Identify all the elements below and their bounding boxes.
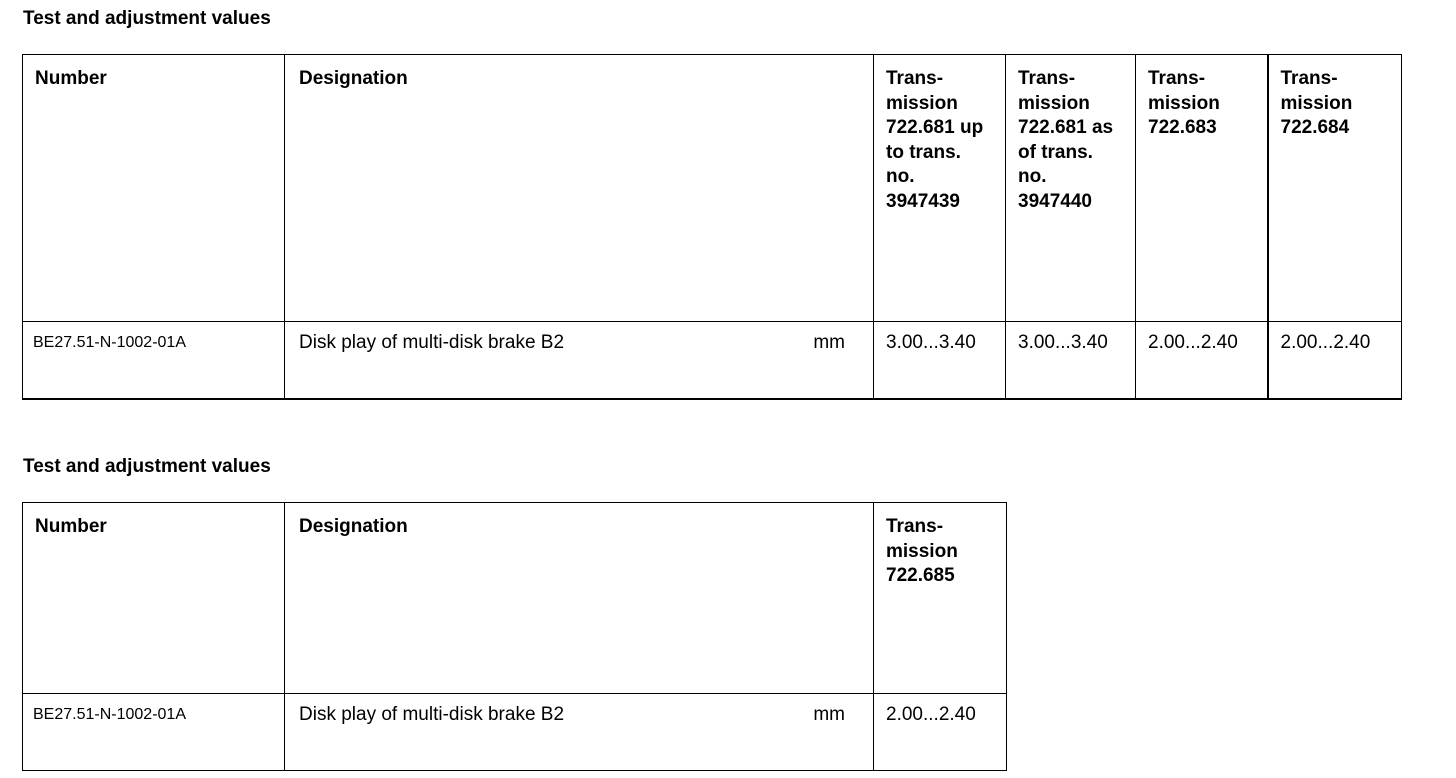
cell-value: 2.00...2.40 (1268, 322, 1402, 400)
cell-value: 2.00...2.40 (874, 694, 1007, 771)
header-line: 722.685 (886, 565, 955, 586)
header-designation: Designation (285, 503, 874, 694)
cell-designation (285, 322, 874, 400)
cell-number: BE27.51-N-1002-01A (23, 694, 285, 771)
table-row (23, 322, 1402, 400)
header-line: mission (1148, 92, 1220, 114)
table-header-row (23, 503, 1007, 694)
header-line: Trans- (886, 516, 944, 537)
header-transmission-722-681-as-of (1006, 55, 1136, 322)
designation-text: Disk play of multi-disk brake B2 (299, 704, 565, 725)
header-transmission-722-681-up-to (874, 55, 1006, 322)
header-line: to trans. (886, 141, 961, 163)
header-line: no. (886, 166, 915, 187)
header-line: no. (1018, 166, 1047, 187)
cell-value: 2.00...2.40 (1136, 322, 1268, 400)
header-line: Trans- (1018, 68, 1076, 89)
header-line: Trans- (1280, 68, 1338, 89)
test-values-table-1 (22, 54, 1402, 400)
header-line: mission (886, 92, 958, 114)
header-number: Number (23, 503, 285, 694)
header-line: mission (1280, 92, 1353, 114)
header-line: Trans- (1148, 68, 1206, 89)
header-line: mission (886, 540, 958, 562)
table-header-row (23, 55, 1402, 322)
cell-designation (285, 694, 874, 771)
test-values-table-2 (22, 502, 1007, 771)
header-transmission-722-683 (1136, 55, 1268, 322)
header-line: 722.683 (1148, 117, 1217, 138)
section-title: Test and adjustment values (23, 456, 271, 477)
header-designation: Designation (285, 55, 874, 322)
header-line: mission (1018, 92, 1090, 114)
header-transmission-722-684 (1268, 55, 1402, 322)
header-line: Trans- (886, 68, 944, 89)
header-line: 722.681 up (886, 117, 984, 138)
designation-text: Disk play of multi-disk brake B2 (299, 332, 565, 353)
header-transmission-722-685 (874, 503, 1007, 694)
unit-text: mm (813, 332, 845, 353)
cell-value: 3.00...3.40 (874, 322, 1006, 400)
cell-number: BE27.51-N-1002-01A (23, 322, 285, 400)
header-line: 722.684 (1280, 117, 1350, 138)
header-number: Number (23, 55, 285, 322)
cell-value: 3.00...3.40 (1006, 322, 1136, 400)
header-line: 3947439 (886, 190, 960, 212)
header-line: of trans. (1018, 141, 1093, 163)
header-line: 3947440 (1018, 190, 1092, 212)
header-line: 722.681 as (1018, 117, 1114, 138)
unit-text: mm (813, 704, 845, 725)
section-title: Test and adjustment values (23, 8, 271, 29)
table-row (23, 694, 1007, 771)
